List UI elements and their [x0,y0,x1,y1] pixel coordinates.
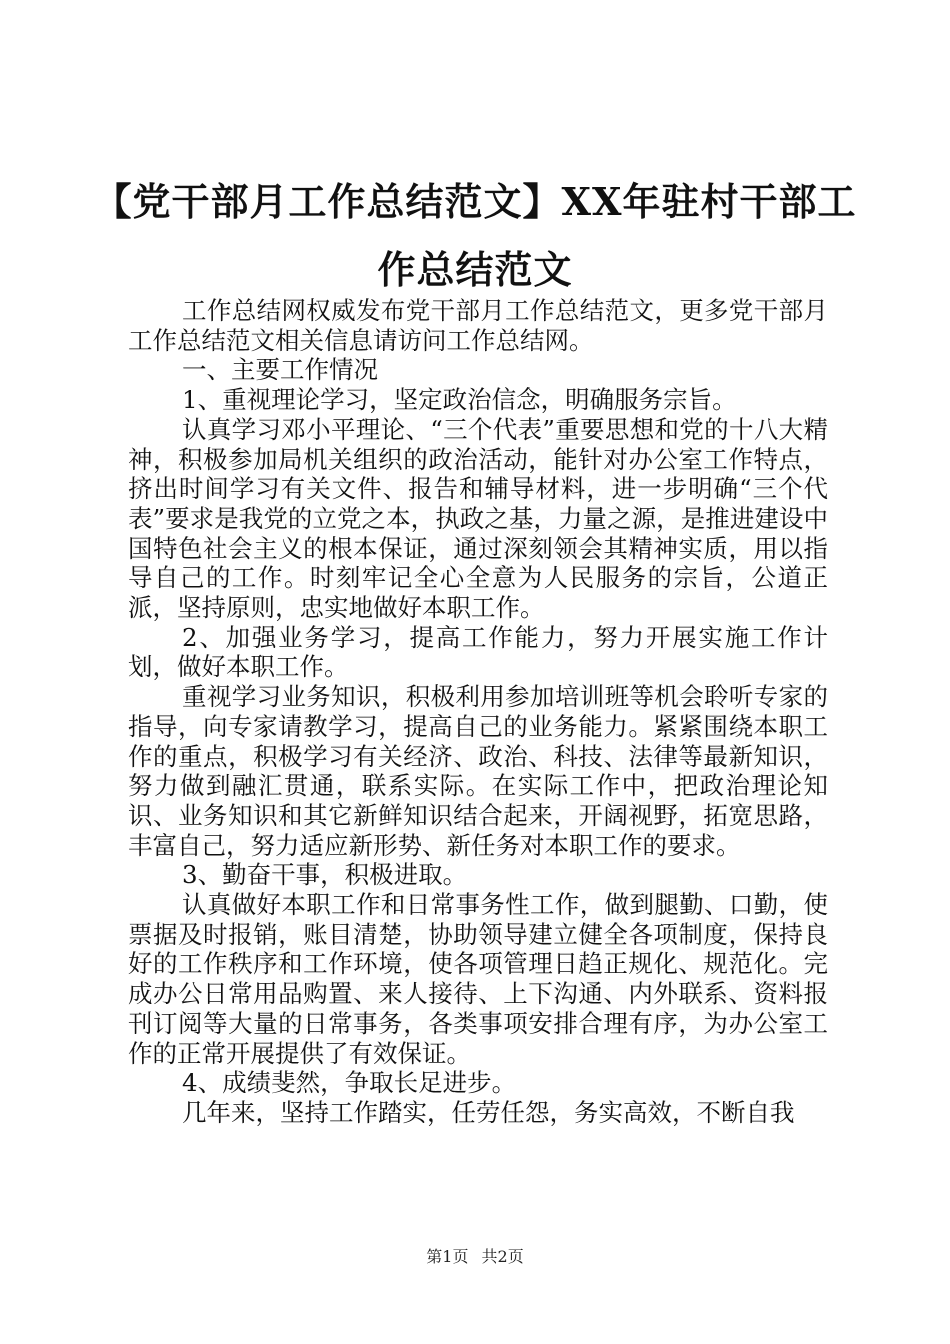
page-number: 第1页 [426,1247,469,1266]
item-heading-2: 2、加强业务学习，提高工作能力，努力开展实施工作计划，做好本职工作。 [128,622,828,682]
title-line-1: 【党干部月工作总结范文】XX年驻村干部工 [93,179,857,224]
body-paragraph-2: 重视学习业务知识，积极利用参加培训班等机会聆听专家的指导，向专家请教学习，提高自己的业务能力。紧紧围绕本职工作的重点，积极学习有关经济、政治、科技、法律等最新知识，努力做到融汇贯通，联系实际。在实际工作中，把政治理论知识、业务知识和其它新鲜知识结合起来，开阔视野，拓宽思路，丰富自己，努力适应新形势、新任务对本职工作的要求。 [128,682,828,860]
body-paragraph-3: 认真做好本职工作和日常事务性工作，做到腿勤、口勤，使票据及时报销，账目清楚，协助领导建立健全各项制度，保持良好的工作秩序和工作环境，使各项管理日趋正规化、规范化。完成办公日常用品购置、来人接待、上下沟通、内外联系、资料报刊订阅等大量的日常事务，各类事项安排合理有序，为办公室工作的正常开展提供了有效保证。 [128,890,828,1068]
body-paragraph-4: 几年来，坚持工作踏实，任劳任怨，务实高效，不断自我 [182,1097,795,1127]
body-paragraph-1: 认真学习邓小平理论、“三个代表”重要思想和党的十八大精神，积极参加局机关组织的政治活动，能针对办公室工作特点，挤出时间学习有关文件、报告和辅导材料，进一步明确“三个代表”要求是我党的立党之本，执政之基，力量之源，是推进建设中国特色社会主义的根本保证，通过深刻领会其精神实质，用以指导自己的工作。时刻牢记全心全意为人民服务的宗旨，公道正派，坚持原则，忠实地做好本职工作。 [128,414,828,623]
item-heading-3: 3、勤奋干事，积极进取。 [182,860,468,890]
page-footer [0,1244,950,1267]
document-title [90,168,860,304]
page-total: 共2页 [481,1247,524,1266]
item-heading-1: 1、重视理论学习，坚定政治信念，明确服务宗旨。 [182,385,737,415]
intro-paragraph: 工作总结网权威发布党干部月工作总结范文，更多党干部月工作总结范文相关信息请访问工作总结网。 [128,296,828,355]
item-heading-4: 4、成绩斐然，争取长足进步。 [182,1068,517,1098]
document-body [128,296,828,1128]
title-line-2: 作总结范文 [377,247,573,292]
section-heading: 一、主要工作情况 [182,355,378,385]
